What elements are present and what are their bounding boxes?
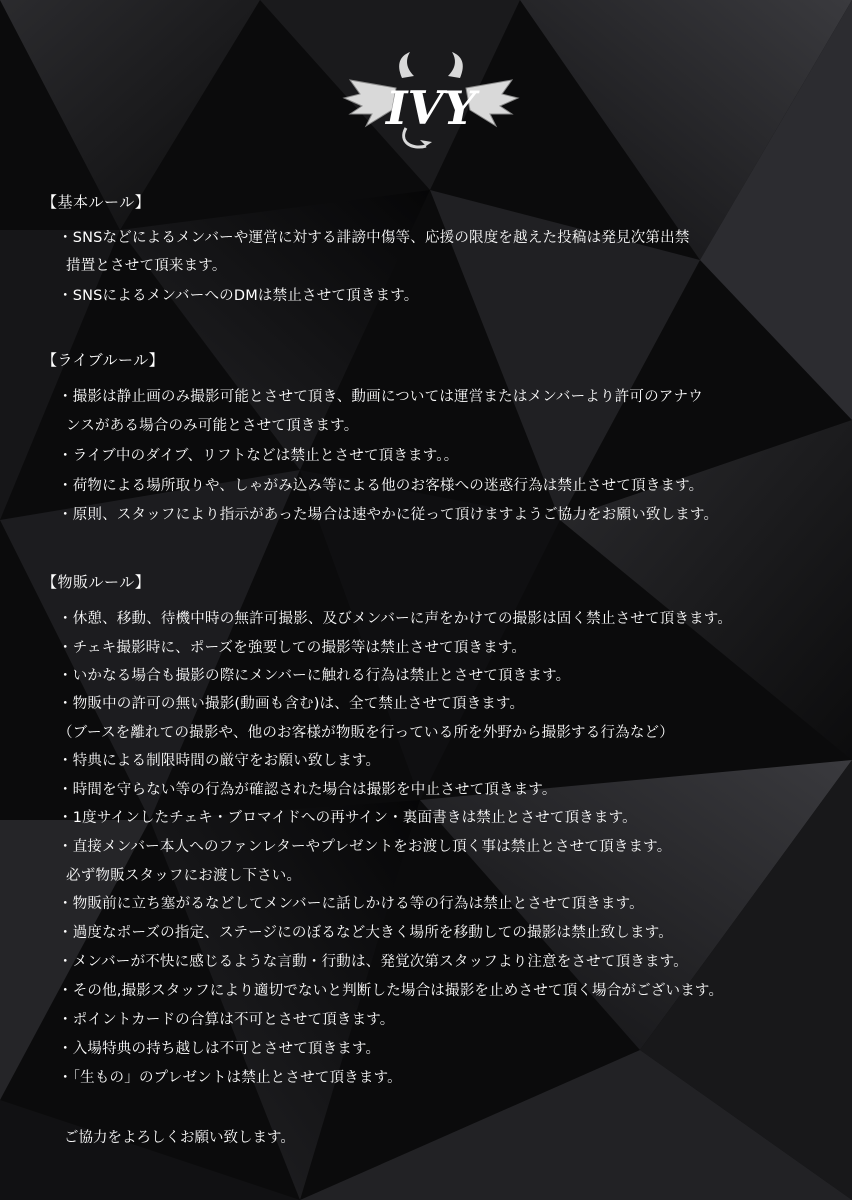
rule-line: ・物販中の許可の無い撮影(動画も含む)は、全て禁止させて頂きます。 [58,696,525,712]
rule-line: ・過度なポーズの指定、ステージにのぼるなど大きく場所を移動しての撮影は禁止致します。 [58,925,673,941]
section-title-live: 【ライブルール】 [42,351,165,369]
rule-line: ・チェキ撮影時に、ポーズを強要しての撮影等は禁止させて頂きます。 [58,640,527,656]
logo-text: IVY [385,81,477,135]
rule-line: ・休憩、移動、待機中時の無許可撮影、及びメンバーに声をかけての撮影は固く禁止させて頂きます。 [58,611,733,627]
section-title-basic: 【基本ルール】 [42,193,151,211]
rule-line-note: （ブースを離れての撮影や、他のお客様が物販を行っている所を外野から撮影する行為など） [58,725,674,741]
rule-line: ・荷物による場所取りや、しゃがみ込み等による他のお客様への迷惑行為は禁止させて頂きます。 [58,478,704,494]
rule-line: ・いかなる場合も撮影の際にメンバーに触れる行為は禁止とさせて頂きます。 [58,668,571,684]
rule-line: ・SNSなどによるメンバーや運営に対する誹謗中傷等、応援の限度を越えた投稿は発見次第出禁 [58,230,690,246]
rule-line: 必ず物販スタッフにお渡し下さい。 [66,868,302,884]
rule-line: ・時間を守らない等の行為が確認された場合は撮影を中止させて頂きます。 [58,782,557,798]
rule-line: ・撮影は静止画のみ撮影可能とさせて頂き、動画については運営またはメンバーより許可のアナウ [58,389,703,405]
rule-line: ・1度サインしたチェキ・ブロマイドへの再サイン・裏面書きは禁止とさせて頂きます。 [58,810,637,826]
section-title-merch: 【物販ルール】 [42,573,151,591]
rule-line: ・原則、スタッフにより指示があった場合は速やかに従って頂けますようご協力をお願い致します。 [58,507,719,523]
rule-line: ・特典による制限時間の厳守をお願い致します。 [58,753,381,769]
rule-line: ・直接メンバー本人へのファンレターやプレゼントをお渡し頂く事は禁止とさせて頂きます。 [58,839,672,855]
rule-line: ・入場特典の持ち越しは不可とさせて頂きます。 [58,1041,381,1057]
rule-line: 措置とさせて頂来ます。 [66,258,227,274]
rule-line: ・「生もの」のプレゼントは禁止とさせて頂きます。 [58,1070,402,1086]
rule-line: ・その他,撮影スタッフにより適切でないと判断した場合は撮影を止めさせて頂く場合がございます。 [58,983,724,999]
rule-line: ンスがある場合のみ可能とさせて頂きます。 [66,418,359,434]
rule-line: ・ライブ中のダイブ、リフトなどは禁止とさせて頂きます。。 [58,448,459,464]
rule-line: ・ポイントカードの合算は不可とさせて頂きます。 [58,1012,395,1028]
rule-line: ・SNSによるメンバーへのDMは禁止させて頂きます。 [58,288,419,304]
closing-message: ご協力をよろしくお願い致します。 [64,1130,295,1146]
rule-line: ・物販前に立ち塞がるなどしてメンバーに話しかける等の行為は禁止とさせて頂きます。 [58,896,644,912]
rule-line: ・メンバーが不快に感じるような言動・行動は、発覚次第スタッフより注意をさせて頂きます。 [58,954,688,970]
